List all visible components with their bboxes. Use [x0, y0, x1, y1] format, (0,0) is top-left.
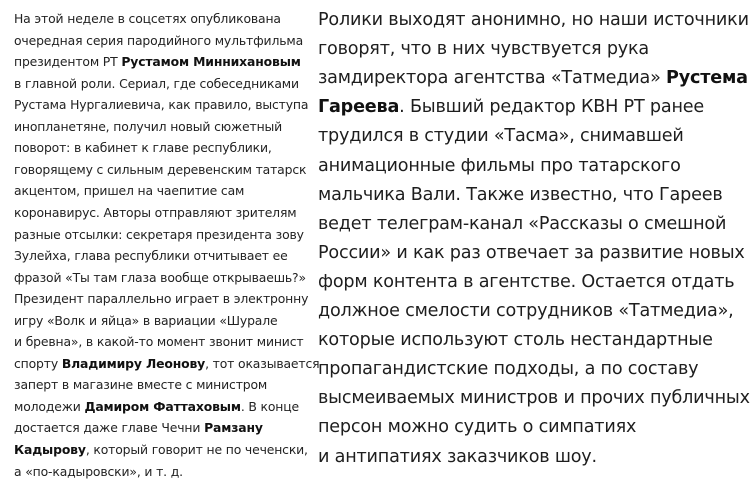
- bold-name: Рамзану: [204, 420, 263, 436]
- left-column-line: [14, 137, 272, 159]
- right-column-line: [318, 6, 749, 34]
- right-column-line: [318, 35, 649, 63]
- text-segment: ведет телеграм-канал «Рассказы о смешной: [318, 213, 727, 234]
- text-segment: Рустама Нургалиевича, как правило, выступа: [14, 97, 309, 113]
- text-segment: высмеиваемых министров и прочих публичных: [318, 388, 750, 409]
- text-segment: говорят, что в них чувствуется рука: [318, 39, 650, 60]
- text-segment: поворот: в кабинет к главе республики,: [14, 140, 272, 156]
- text-segment: президентом РТ: [14, 54, 122, 70]
- text-segment: достается даже главе Чечни: [14, 420, 205, 436]
- text-segment: разные отсылки: секретаря президента зову: [14, 226, 304, 242]
- left-column-line: [14, 331, 303, 353]
- text-segment: , тот оказывается: [205, 355, 320, 371]
- text-segment: очередная серия пародийного мультфильма: [14, 32, 304, 48]
- left-column-line: [14, 439, 308, 461]
- bold-name: Рустема: [666, 68, 748, 89]
- left-column-line: [14, 180, 244, 202]
- text-segment: персон можно судить о симпатиях: [318, 417, 637, 438]
- right-column-line: [318, 210, 726, 238]
- text-segment: замдиректора агентства «Татмедиа»: [318, 68, 667, 89]
- text-segment: а «по-кадыровски», и т. д.: [14, 463, 183, 479]
- text-segment: должное смелости сотрудников «Татмедиа»,: [318, 301, 734, 321]
- text-segment: , который говорит не по чеченски,: [85, 442, 308, 457]
- left-column-line: [14, 461, 183, 483]
- text-segment: Ролики выходят анонимно, но наши источники: [318, 10, 749, 30]
- left-column-line: [14, 202, 296, 224]
- text-segment: акцентом, пришел на чаепитие сам: [14, 183, 245, 199]
- bold-name: Рустамом Миннихановым: [121, 54, 301, 70]
- right-column-line: [318, 443, 597, 471]
- text-segment: которые используют столь нестандартные: [318, 330, 713, 351]
- text-segment: форм контента в агентстве. Остается отдать: [318, 271, 735, 292]
- text-segment: в главной роли. Сериал, где собеседниками: [14, 75, 299, 91]
- text-segment: коронавирус. Авторы отправляют зрителям: [14, 204, 297, 220]
- left-column-line: [14, 94, 308, 116]
- left-column-line: [14, 224, 304, 246]
- text-segment: мальчика Вали. Также известно, что Гареев: [318, 184, 723, 205]
- text-segment: и антипатиях заказчиков шоу.: [318, 446, 597, 467]
- left-column-line: [14, 116, 282, 138]
- text-segment: молодежи: [14, 398, 85, 414]
- left-column-line: [14, 267, 306, 289]
- left-column-line: [14, 159, 306, 181]
- text-segment: . В конце: [240, 398, 300, 414]
- text-segment: инопланетяне, получил новый сюжетный: [14, 118, 283, 134]
- right-column-line: [318, 239, 745, 267]
- text-segment: фразой «Ты там глаза вообще открываешь?»: [14, 269, 306, 285]
- right-column-line: [318, 64, 748, 92]
- left-column-line: [14, 8, 281, 30]
- left-column-line: [14, 417, 263, 439]
- text-segment: пропагандистские подходы, а по составу: [318, 359, 699, 380]
- right-column-text: [318, 0, 750, 467]
- left-column-line: [14, 73, 299, 95]
- text-segment: заперт в магазине вместе с министром: [14, 377, 268, 393]
- bold-name: Гареева: [318, 97, 400, 118]
- left-column-line: [14, 374, 267, 396]
- left-column-line: [14, 288, 308, 310]
- right-column-line: [318, 384, 750, 412]
- bold-name: Дамиром Фаттаховым: [84, 398, 241, 414]
- right-column-line: [318, 355, 698, 383]
- bold-name: Кадырову: [14, 442, 86, 457]
- left-column-line: [14, 51, 301, 73]
- text-segment: Зулейха, глава республики отчитывает ее: [14, 248, 288, 264]
- left-column-line: [14, 310, 278, 332]
- right-column-line: [318, 326, 713, 354]
- right-column-line: [318, 413, 636, 441]
- text-segment: спорту: [14, 355, 62, 371]
- left-column-text: [14, 0, 320, 479]
- right-column-line: [318, 93, 704, 121]
- text-segment: говорящему с сильным деревенским татарск: [14, 161, 307, 177]
- text-segment: трудился в студии «Тасма», снимавшей: [318, 126, 684, 147]
- left-column-line: [14, 396, 299, 418]
- right-column-line: [318, 297, 734, 325]
- text-segment: игру «Волк и яйца» в вариации «Шурале: [14, 312, 278, 328]
- left-column-line: [14, 30, 303, 52]
- text-segment: и бревна», в какой-то момент звонит минист: [14, 334, 304, 350]
- left-column-line: [14, 353, 319, 375]
- text-segment: Президент параллельно играет в электронну: [14, 291, 309, 307]
- right-column-line: [318, 122, 684, 150]
- bold-name: Владимиру Леонову: [61, 355, 206, 371]
- text-segment: . Бывший редактор КВН РТ ранее: [399, 97, 705, 118]
- text-segment: России» и как раз отвечает за развитие новых: [318, 242, 745, 263]
- right-column-line: [318, 181, 723, 209]
- text-segment: анимационные фильмы про татарского: [318, 155, 681, 176]
- right-column-line: [318, 152, 681, 180]
- left-column-line: [14, 245, 288, 267]
- right-column-line: [318, 268, 734, 296]
- text-segment: На этой неделе в соцсетях опубликована: [14, 11, 281, 26]
